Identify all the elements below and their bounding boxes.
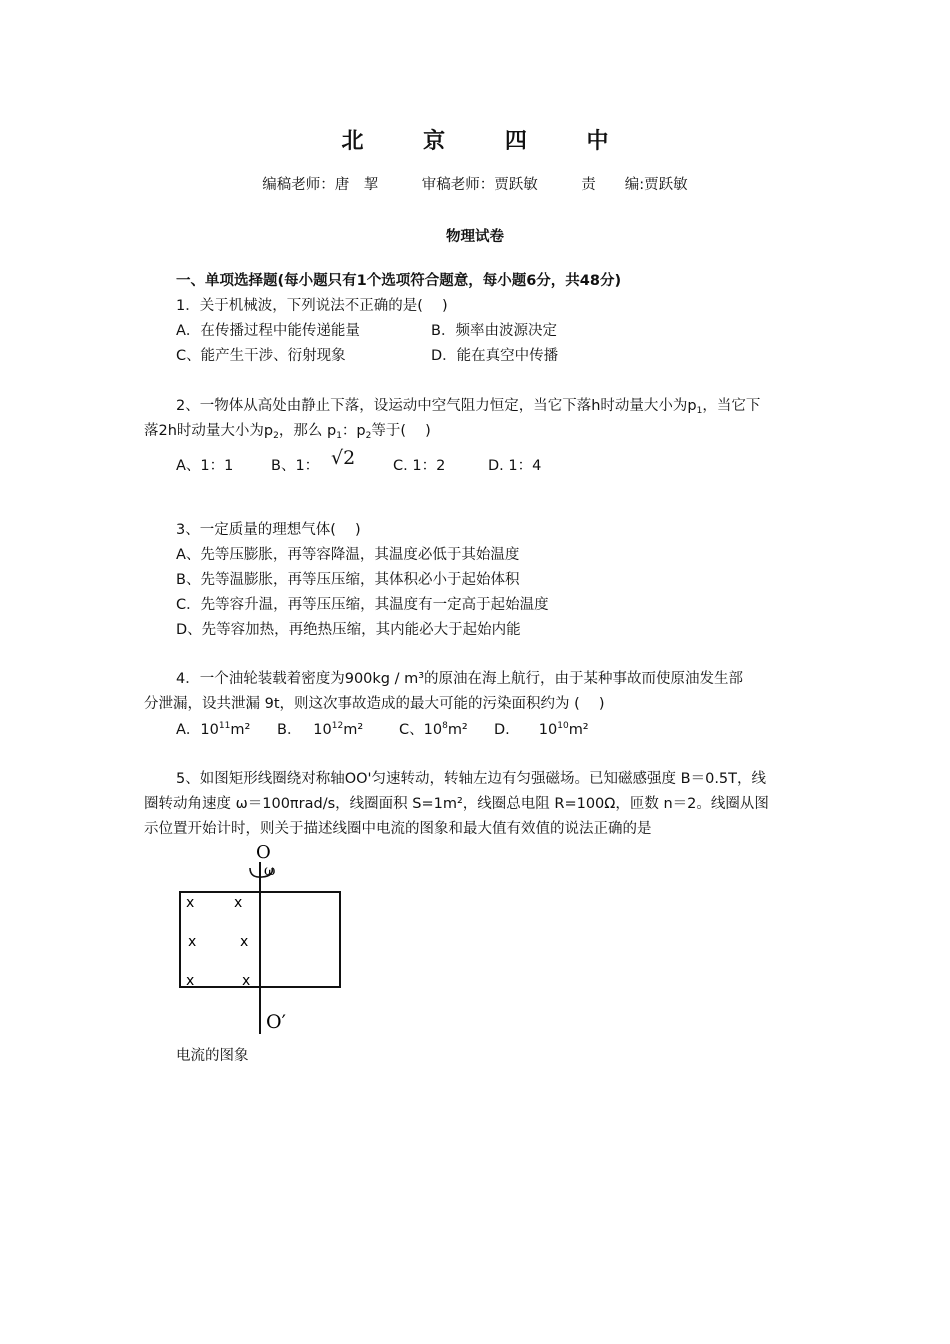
q1-option-a: A．在传播过程中能传递能量 <box>176 323 360 339</box>
exam-title: 物理试卷 <box>446 229 504 245</box>
axis-label-bottom: O′ <box>266 1011 286 1033</box>
q1-option-d: D．能在真空中传播 <box>431 348 559 364</box>
coil-diagram <box>170 838 360 1038</box>
q3-option-d: D、先等容加热，再绝热压缩，其内能必大于起始内能 <box>176 622 521 638</box>
q3-option-a: A、先等压膨胀，再等容降温，其温度必低于其始温度 <box>176 547 520 563</box>
q4-option-c: C、$10^8m^2$ <box>399 721 468 738</box>
q1-stem: 1．关于机械波，下列说法不正确的是( ) <box>176 298 448 314</box>
figure-caption: 电流的图象 <box>176 1048 249 1064</box>
axis-label-top: O <box>256 842 271 863</box>
q1-option-b: B．频率由波源决定 <box>431 323 557 339</box>
q4-option-a: A．$10^{11}m^2$ <box>176 721 251 738</box>
q4-option-d: D. $10^{10}m^2$ <box>494 721 589 738</box>
q4-stem-line2: 分泄漏，设共泄漏 9t，则这次事故造成的最大可能的污染面积约为 ( ) <box>144 696 605 712</box>
q3-option-c: C．先等容升温，再等压压缩，其温度有一定高于起始温度 <box>176 597 549 613</box>
q3-stem: 3、一定质量的理想气体( ) <box>176 522 361 538</box>
q5-stem-line3: 示位置开始计时，则关于描述线圈中电流的图象和最大值有效值的说法正确的是 <box>144 821 652 837</box>
q2-option-c: C. 1：2 <box>393 458 446 474</box>
field-mark: x <box>234 895 243 911</box>
q5-stem-line1: 5、如图矩形线圈绕对称轴OO'匀速转动，转轴左边有匀强磁场。已知磁感强度 B＝0.5T，线 <box>176 771 767 787</box>
q3-option-b: B、先等温膨胀，再等压压缩，其体积必小于起始体积 <box>176 572 520 588</box>
q1-option-c: C、能产生干涉、衍射现象 <box>176 348 346 364</box>
editor-credits: 编稿老师：唐 挈 审稿老师：贾跃敏 责 编:贾跃敏 <box>262 177 688 193</box>
q2-option-a: A、1：1 <box>176 458 234 474</box>
field-mark: x <box>186 895 195 911</box>
field-mark: x <box>186 973 195 989</box>
q2-stem-line1: 2、一物体从高处由静止下落，设运动中空气阻力恒定，当它下落h时动量大小为$p_1$，当它下 <box>176 398 761 416</box>
q4-option-b: B． $10^{12}m^2$ <box>277 721 364 738</box>
field-mark: x <box>240 934 249 950</box>
q4-stem-line1: 4．一个油轮装载着密度为900kg / m³的原油在海上航行，由于某种事故而使原油发生部 <box>176 671 744 687</box>
field-mark: x <box>242 973 251 989</box>
sqrt-two-symbol: √2 <box>331 447 356 469</box>
q2-stem-line2: 落2h时动量大小为$p_2$，那么 $p_1$：$p_2$等于( ) <box>144 423 431 441</box>
section-heading: 一、单项选择题(每小题只有1个选项符合题意，每小题6分，共48分) <box>176 273 622 289</box>
q2-option-b: B、1： <box>271 458 320 474</box>
school-title: 北 京 四 中 <box>341 129 635 154</box>
field-mark: x <box>188 934 197 950</box>
omega-label: ω <box>264 863 276 879</box>
q2-option-d: D. 1：4 <box>488 458 542 474</box>
q5-stem-line2: 圈转动角速度 ω＝100πrad/s，线圈面积 S=1m²，线圈总电阻 R=100Ω，匝数 n＝2。线圈从图 <box>144 796 769 812</box>
